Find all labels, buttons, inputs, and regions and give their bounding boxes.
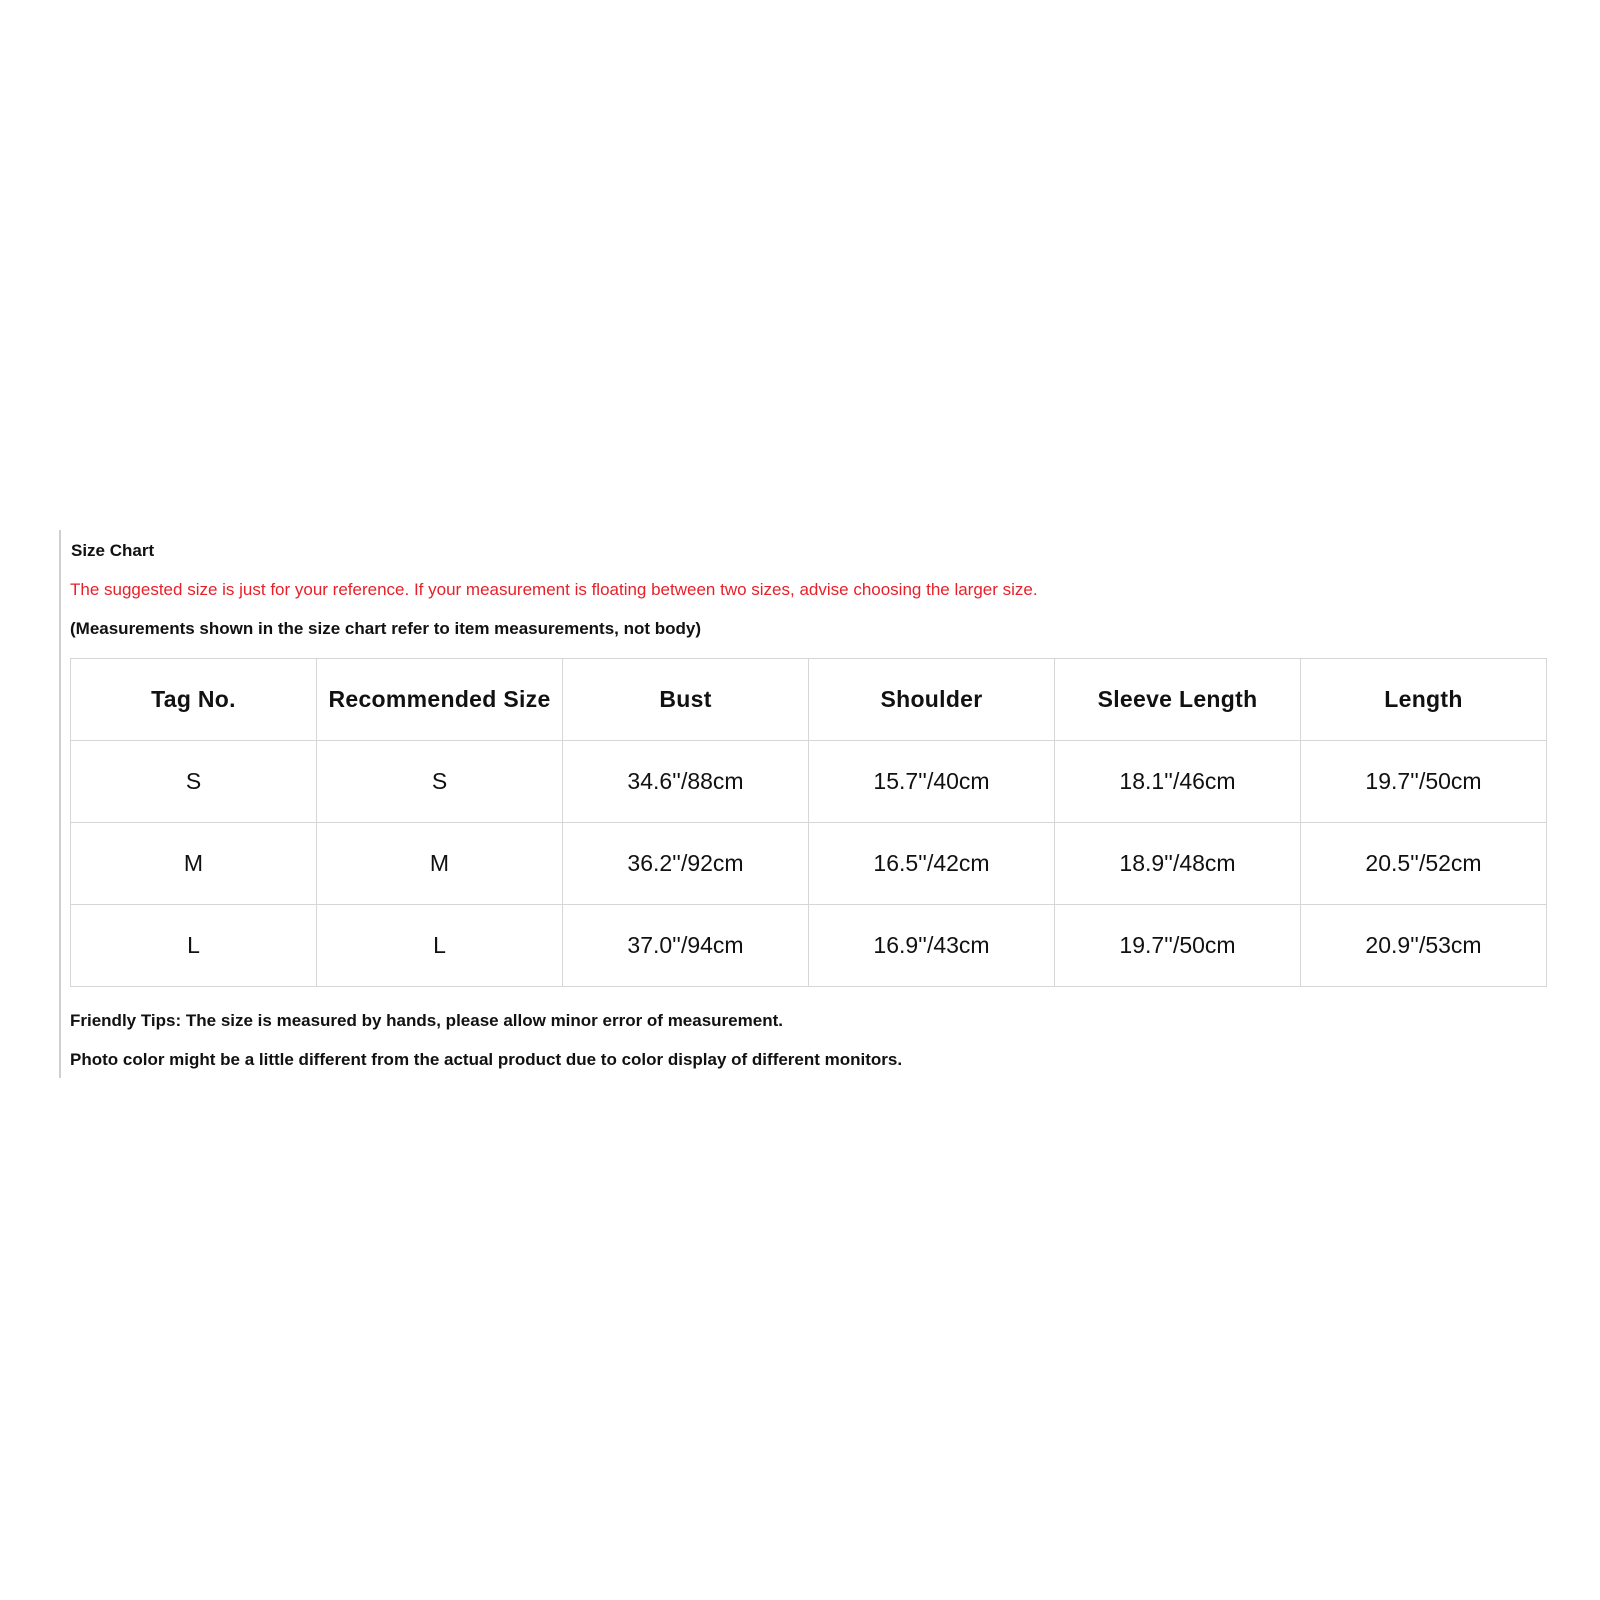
header-length: Length [1301,659,1547,741]
size-chart-title: Size Chart [71,541,155,560]
header-bust: Bust [563,659,809,741]
table-row [71,741,1547,823]
header-recommended-size: Recommended Size [317,659,563,741]
cell-recommended-size: M [317,823,563,905]
table-row [71,905,1547,987]
friendly-tip-text: Friendly Tips: The size is measured by hands, please allow minor error of measurement. [70,1011,783,1030]
cell-bust: 37.0''/94cm [563,905,809,987]
cell-recommended-size: L [317,905,563,987]
size-chart-panel [59,530,1549,1078]
table-row [71,823,1547,905]
size-advice-notice: The suggested size is just for your reference. If your measurement is floating between two sizes, advise choosing the larger size. [70,580,1038,599]
cell-sleeve-length: 18.1''/46cm [1055,741,1301,823]
cell-recommended-size: S [317,741,563,823]
cell-shoulder: 15.7''/40cm [809,741,1055,823]
cell-bust: 36.2''/92cm [563,823,809,905]
cell-tag-no: M [71,823,317,905]
header-tag-no: Tag No. [71,659,317,741]
cell-length: 20.9''/53cm [1301,905,1547,987]
cell-tag-no: S [71,741,317,823]
cell-shoulder: 16.9''/43cm [809,905,1055,987]
cell-sleeve-length: 19.7''/50cm [1055,905,1301,987]
cell-shoulder: 16.5''/42cm [809,823,1055,905]
header-sleeve-length: Sleeve Length [1055,659,1301,741]
measurement-disclaimer: (Measurements shown in the size chart refer to item measurements, not body) [70,619,702,638]
cell-length: 19.7''/50cm [1301,741,1547,823]
cell-length: 20.5''/52cm [1301,823,1547,905]
photo-color-note: Photo color might be a little different from the actual product due to color display of different monitors. [70,1050,903,1069]
table-header-row [71,659,1547,741]
size-table [70,658,1547,987]
cell-tag-no: L [71,905,317,987]
header-shoulder: Shoulder [809,659,1055,741]
cell-bust: 34.6''/88cm [563,741,809,823]
cell-sleeve-length: 18.9''/48cm [1055,823,1301,905]
